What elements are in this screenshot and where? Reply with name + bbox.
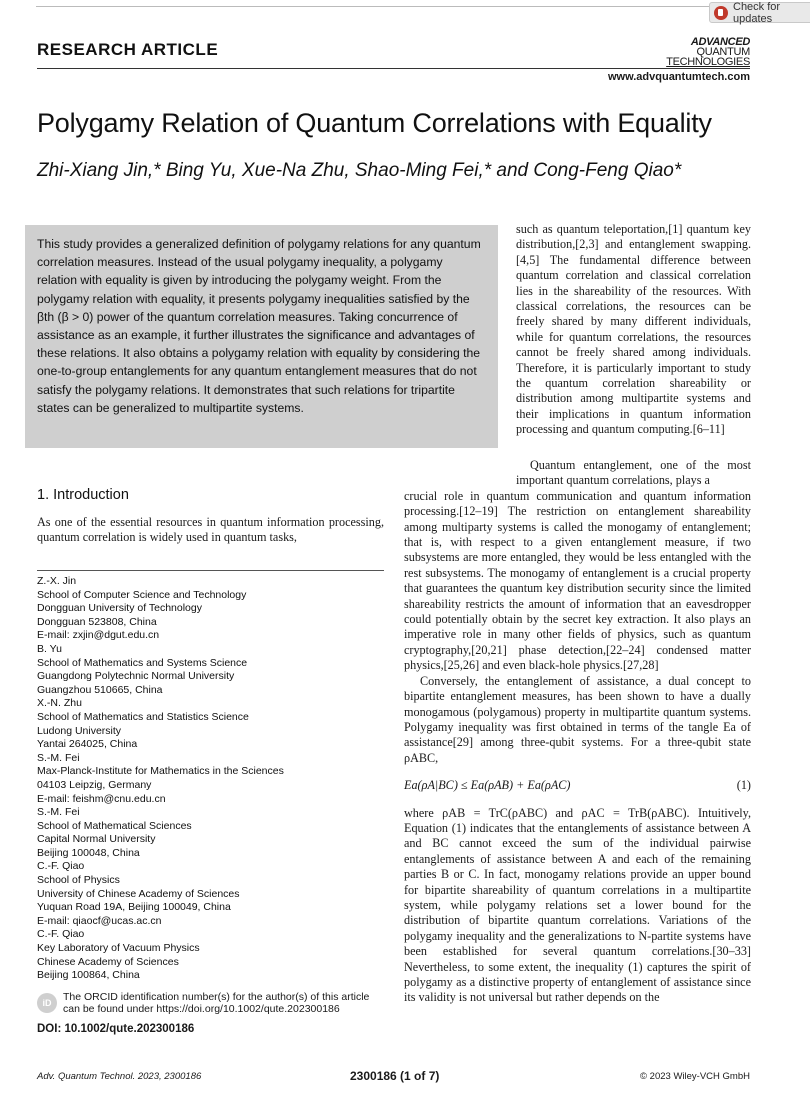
equation-1: [404, 778, 751, 793]
affiliation-line: Dongguan 523808, China: [37, 615, 157, 628]
journal-logo: ADVANCED QUANTUM TECHNOLOGIES: [666, 36, 750, 68]
orcid-note: [37, 991, 387, 1015]
equation-number: (1): [736, 778, 751, 793]
affiliation-block: [37, 575, 387, 643]
affiliation-line: Key Laboratory of Vacuum Physics: [37, 942, 200, 955]
affiliation-line: Dongguan University of Technology: [37, 602, 202, 615]
affiliation-line: S.-M. Fei: [37, 751, 80, 764]
affiliation-line: C.-F. Qiao: [37, 860, 85, 873]
affiliation-line: Max-Planck-Institute for Mathematics in the Sciences: [37, 765, 284, 778]
affiliation-line: 04103 Leipzig, Germany: [37, 778, 152, 791]
affiliation-block: [37, 928, 387, 982]
affiliation-line: School of Mathematics and Systems Science: [37, 656, 248, 669]
affiliation-line: S.-M. Fei: [37, 806, 80, 819]
check-for-updates-button[interactable]: [709, 2, 810, 23]
right-column-top: such as quantum teleportation,[1] quantum key distribution,[2,3] and entanglement swapping.[4,5] The fundamental difference between quantum correlation and classical correlation lies in the shareability of the resources. With classical correlations, the resources can be freely shared by many different individuals, while for quantum correlations, the resources cannot be freely shared among individuals. Therefore, it is particularly important to study the quantum correlation shareability or distribution among multipartite systems and their implications in quantum information processing and quantum computing.[6–11]: [516, 222, 751, 437]
affiliation-line: Guangdong Polytechnic Normal University: [37, 670, 235, 683]
affiliation-line: Ludong University: [37, 724, 122, 737]
top-border: [36, 6, 709, 7]
affiliation-line: Yuquan Road 19A, Beijing 100049, China: [37, 901, 231, 914]
affiliation-line[interactable]: E-mail: zxjin@dgut.edu.cn: [37, 629, 160, 642]
affiliation-line: School of Physics: [37, 874, 120, 887]
affiliation-block: [37, 643, 387, 697]
affiliation-line: Z.-X. Jin: [37, 575, 77, 587]
author-list: Zhi-Xiang Jin,* Bing Yu, Xue-Na Zhu, Shao-Ming Fei,* and Cong-Feng Qiao*: [37, 160, 682, 181]
affiliation-line: School of Mathematical Sciences: [37, 819, 192, 832]
affiliation-line: B. Yu: [37, 642, 62, 655]
affiliation-block: [37, 806, 387, 860]
orcid-text[interactable]: The ORCID identification number(s) for the author(s) of this article can be found under https://doi.org/10.1002/qute.202300186: [63, 991, 370, 1015]
check-for-updates-label: Check for updates: [733, 0, 781, 25]
affiliation-line: School of Computer Science and Technology: [37, 588, 247, 601]
introduction-text: As one of the essential resources in quantum information processing, quantum correlation is widely used in quantum tasks,: [37, 515, 384, 545]
paragraph: Conversely, the entanglement of assistance, a dual concept to bipartite entanglement measures, has been shown to have a dually monogamous (polygamous) property in multipartite quantum systems. Polygamy inequality was first obtained in terms of the tangle Ea of assistance[29] among three-qubit systems. For a three-qubit state ρABC,: [404, 673, 751, 765]
paragraph: where ρAB = TrC(ρABC) and ρAC = TrB(ρABC). Intuitively, Equation (1) indicates that the entanglements of assistance between A and BC cannot exceed the sum of the individual pairwise entanglements of assistance between A and each of the remaining parties B or C. In fact, monogamy relations provide an upper bound for bipartite shareability of quantum correlations in a multipartite system, while polygamy relations set a lower bound for the distribution of bipartite quantum correlations. Variations of the polygamy inequality and the generalizations to N-partite systems have been established for several quantum correlations.[30–33] Nevertheless, to some extent, the inequality (1) captures the spirit of polygamy as a distinctive property of entanglement of assistance since its validity is not universal but rather depends on the: [404, 805, 751, 1005]
affiliation-line: Beijing 100048, China: [37, 846, 140, 859]
orcid-icon: iD: [37, 993, 57, 1013]
doi-label[interactable]: DOI: 10.1002/qute.202300186: [37, 1023, 195, 1035]
update-icon: [714, 6, 728, 20]
article-title: Polygamy Relation of Quantum Correlations with Equality: [37, 108, 712, 138]
abstract-box: This study provides a generalized definition of polygamy relations for any quantum correlation measures. Instead of the usual polygamy inequality, a polygamy relation with equality is given by introducing the polygamy weight. From the polygamy relation with equality, it presents polygamy inequalities satisfied by the βth (β > 0) power of the quantum correlation measures. Taking concurrence of assistance as an example, it further illustrates the significance and advantages of these relations. It also obtains a polygamy relation with equality by considering the one-to-group entanglements for any quantum entanglement measures that do not satisfy the polygamy relations. It demonstrates that such relations for tripartite states can be generalized to multipartite systems.: [25, 225, 498, 448]
journal-url[interactable]: www.advquantumtech.com: [607, 71, 750, 83]
affiliation-line[interactable]: E-mail: feishm@cnu.edu.cn: [37, 792, 166, 805]
affiliation-line: Chinese Academy of Sciences: [37, 955, 179, 968]
affiliation-line: C.-F. Qiao: [37, 928, 85, 941]
footer-citation: Adv. Quantum Technol. 2023, 2300186: [37, 1071, 202, 1082]
affiliation-line: University of Chinese Academy of Sciences: [37, 887, 240, 900]
affiliation-divider: [37, 570, 384, 571]
affiliation-line: School of Mathematics and Statistics Science: [37, 710, 249, 723]
paragraph: Quantum entanglement, one of the most important quantum correlations, plays a: [516, 458, 751, 488]
affiliation-line: Beijing 100864, China: [37, 969, 140, 982]
right-column-main: [404, 458, 751, 1006]
affiliation-block: [37, 752, 387, 806]
affiliation-line: Yantai 264025, China: [37, 738, 138, 751]
affiliation-line: Capital Normal University: [37, 833, 156, 846]
footer-page-number: 2300186 (1 of 7): [350, 1069, 440, 1083]
affiliation-block: [37, 860, 387, 928]
header-rule: [37, 68, 750, 69]
affiliation-block: [37, 697, 387, 751]
affiliation-line[interactable]: E-mail: qiaocf@ucas.ac.cn: [37, 914, 162, 927]
affiliations: [37, 575, 387, 983]
footer-copyright: © 2023 Wiley-VCH GmbH: [640, 1071, 750, 1082]
affiliation-line: Guangzhou 510665, China: [37, 683, 163, 696]
equation-body: Ea(ρA|BC) ≤ Ea(ρAB) + Ea(ρAC): [404, 778, 571, 793]
section-heading-introduction: 1. Introduction: [37, 487, 129, 503]
paragraph: crucial role in quantum communication and quantum information processing.[12–19] The restriction on entanglement shareability among multiparty systems is called the monogamy of entanglement; that is, with respect to a given entanglement measure, if two subsystems are more entangled, they would be less entangled with the rest subsystems. The monogamy of entanglement is a crucial property that guarantees the quantum key distribution security since the limited shareability restricts the amount of information that an eavesdropper could potentially obtain by the secret key extraction. It also plays an imperative role in many other fields of physics, such as quantum cryptography,[20,21] phase detection,[22–24] condensed matter physics,[25,26] and even black-hole physics.[27,28]: [404, 488, 751, 673]
article-type: RESEARCH ARTICLE: [37, 40, 219, 59]
affiliation-line: X.-N. Zhu: [37, 697, 82, 710]
